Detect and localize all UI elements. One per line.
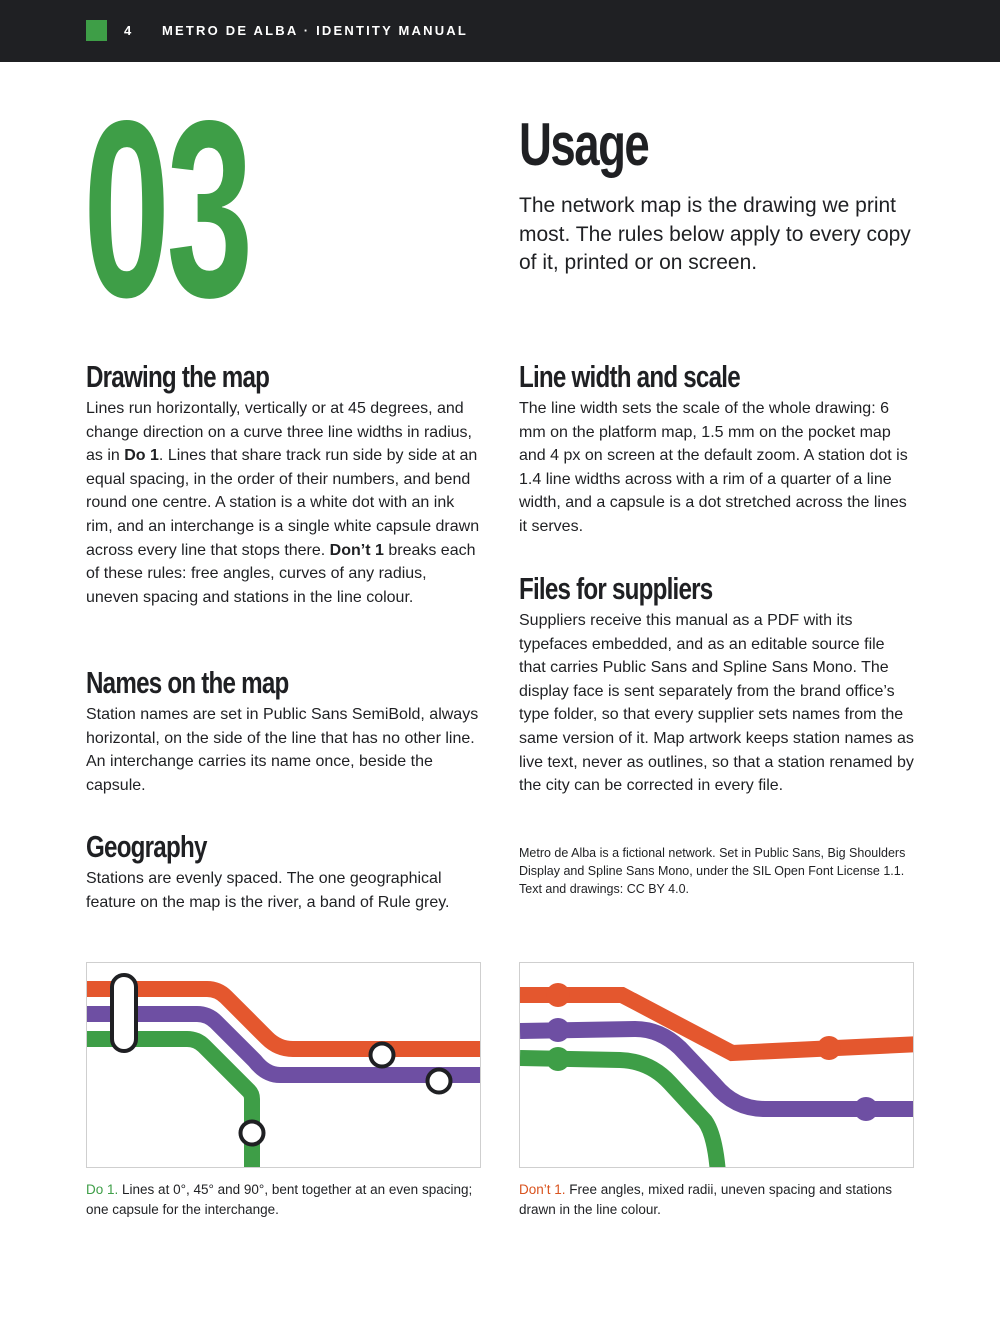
station-dot bbox=[371, 1044, 394, 1067]
do-1-reference: Do 1 bbox=[124, 447, 159, 465]
heading-names-on-the-map: Names on the map bbox=[86, 665, 289, 700]
station-dot bbox=[546, 1018, 570, 1042]
dont-1-reference: Don’t 1 bbox=[329, 541, 384, 559]
station-dot bbox=[546, 983, 570, 1007]
brand-square-icon bbox=[86, 20, 107, 41]
colophon: Metro de Alba is a fictional network. Set in Public Sans, Big Shoulders Display and Spline Sans Mono, under the SIL Open Font License 1.1. Text and drawings: CC BY 4.0. bbox=[519, 846, 906, 896]
do-1-map-drawing bbox=[87, 963, 480, 1167]
heading-files-for-suppliers: Files for suppliers bbox=[519, 571, 713, 606]
running-header bbox=[0, 0, 1000, 62]
dont-1-map-drawing bbox=[520, 963, 913, 1167]
heading-line-width-and-scale: Line width and scale bbox=[519, 359, 740, 394]
caption-do-1: Do 1. Lines at 0°, 45° and 90°, bent together at an even spacing; one capsule for the interchange. bbox=[86, 1182, 473, 1217]
station-dot bbox=[854, 1097, 878, 1121]
names-on-the-map-text: Station names are set in Public Sans SemiBold, always horizontal, on the side of the line that has no other line. An interchange carries its name once, beside the capsule. bbox=[86, 706, 479, 794]
caption-do-1-label: Do 1. bbox=[86, 1182, 119, 1197]
station-dot bbox=[241, 1122, 264, 1145]
station-dot bbox=[428, 1070, 451, 1093]
chapter-title: Usage bbox=[519, 111, 649, 178]
chapter-number-text: 03 bbox=[83, 100, 250, 310]
station-dot bbox=[817, 1036, 841, 1060]
green-line bbox=[520, 1058, 718, 1167]
page-number: 4 bbox=[124, 23, 133, 38]
figure-dont-1 bbox=[519, 962, 914, 1168]
chapter-number bbox=[82, 100, 312, 310]
green-line bbox=[87, 1039, 252, 1167]
drawing-the-map-text: Lines run horizontally, vertically or at 45 degrees, and change direction on a curve three line widths in radius, as in Do 1. Lines that share track run side by side at an equal spacing, in the order of their numbers, and bend round one centre. A station is a white dot with an ink rim, and an interchange is a single white capsule drawn across every line that stops there. Don’t 1 breaks each of these rules: free angles, curves of any radius, uneven spacing and stations in the line colour. bbox=[86, 400, 480, 606]
interchange-capsule bbox=[112, 975, 136, 1051]
line-width-text: The line width sets the scale of the whole drawing: 6 mm on the platform map, 1.5 mm on the pocket map and 4 px on screen at the default zoom. A station dot is 1.4 line widths across with a rim of a quarter of a line width, and a capsule is a dot stretched across the lines it serves. bbox=[519, 400, 908, 535]
heading-geography: Geography bbox=[86, 829, 207, 864]
station-dot bbox=[546, 1047, 570, 1071]
running-head-title: METRO DE ALBA · IDENTITY MANUAL bbox=[162, 23, 469, 38]
heading-drawing-the-map: Drawing the map bbox=[86, 359, 270, 394]
caption-dont-1: Don’t 1. Free angles, mixed radii, uneven spacing and stations drawn in the line colour. bbox=[519, 1182, 892, 1217]
figure-do-1 bbox=[86, 962, 481, 1168]
files-for-suppliers-text: Suppliers receive this manual as a PDF with its typefaces embedded, and as an editable source file that carries Public Sans and Spline Sans Mono. The display face is sent separately from the brand office’s type folder, so that every supplier sets names from the same version of it. Map artwork keeps station names as live text, never as outlines, so that a station renamed by the city can be corrected in every file. bbox=[519, 612, 914, 795]
chapter-lede: The network map is the drawing we print most. The rules below apply to every copy of it, printed or on screen. bbox=[519, 194, 911, 274]
caption-dont-1-label: Don’t 1. bbox=[519, 1182, 566, 1197]
geography-text: Stations are evenly spaced. The one geographical feature on the map is the river, a band of Rule grey. bbox=[86, 870, 450, 911]
